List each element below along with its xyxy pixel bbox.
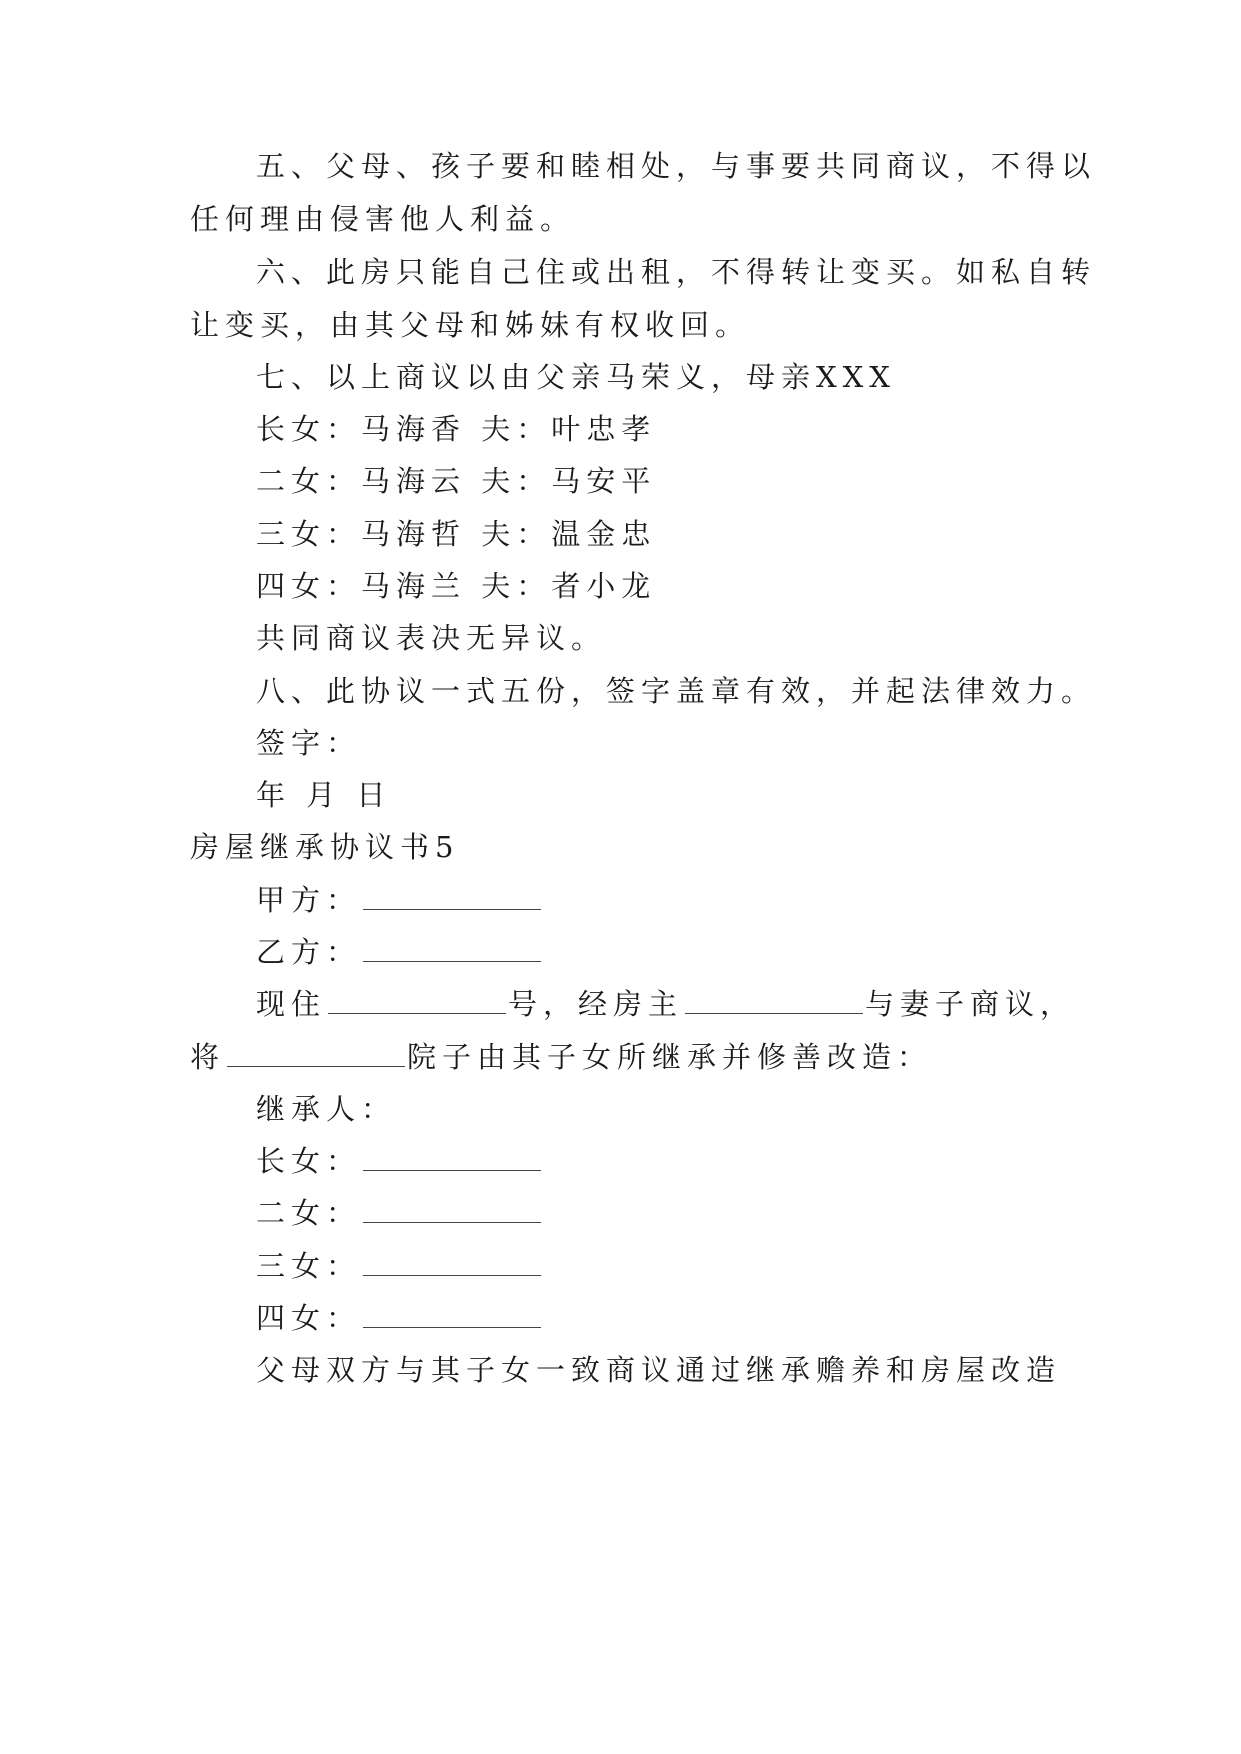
heir-third-label: 三女：: [256, 1249, 362, 1283]
address-blank: [328, 989, 506, 1014]
owner-blank: [685, 989, 863, 1014]
date-line: 年 月 日: [256, 778, 392, 812]
residence-text-3: 与妻子商议，: [865, 987, 1076, 1021]
party-b-blank: [363, 937, 541, 962]
fourth-daughter-line: 四女：马海兰 夫：者小龙: [256, 569, 657, 603]
courtyard-blank: [227, 1042, 405, 1067]
agreement-line: 共同商议表决无异议。: [256, 621, 607, 655]
heir-eldest-label: 长女：: [256, 1144, 362, 1178]
residence-text-1: 现住: [256, 987, 327, 1021]
courtyard-text-1: 将: [190, 1040, 226, 1074]
clause-5-line-2: 任何理由侵害他人利益。: [190, 202, 576, 236]
party-a-blank: [363, 885, 541, 910]
heir-eldest-blank: [363, 1146, 541, 1171]
heir-second-line: [256, 1193, 1136, 1233]
clause-6-line-2: 让变买，由其父母和姊妹有权收回。: [190, 308, 751, 342]
section-title: 房屋继承协议书5: [190, 830, 460, 864]
eldest-daughter-line: 长女：马海香 夫：叶忠孝: [256, 412, 657, 446]
heir-third-blank: [363, 1251, 541, 1276]
heir-second-blank: [363, 1198, 541, 1223]
party-b-line: [256, 932, 1136, 972]
third-daughter-line: 三女：马海哲 夫：温金忠: [256, 517, 657, 551]
heir-second-label: 二女：: [256, 1196, 362, 1230]
residence-line: [256, 984, 1136, 1024]
courtyard-line: [190, 1037, 1070, 1077]
party-a-line: [256, 880, 1136, 920]
heir-fourth-label: 四女：: [256, 1301, 362, 1335]
signature-label: 签字：: [256, 726, 362, 760]
courtyard-text-2: 院子由其子女所继承并修善改造：: [407, 1040, 933, 1074]
heirs-label: 继承人：: [256, 1092, 397, 1126]
clause-8-line: 八、此协议一式五份，签字盖章有效，并起法律效力。: [256, 674, 1097, 708]
heir-fourth-line: [256, 1298, 1136, 1338]
clause-6-line-1: 六、此房只能自己住或出租，不得转让变买。如私自转: [256, 255, 1097, 289]
party-a-label: 甲方：: [256, 883, 362, 917]
clause-7-line: 七、以上商议以由父亲马荣义，母亲XXX: [256, 360, 896, 394]
second-daughter-line: 二女：马海云 夫：马安平: [256, 464, 657, 498]
heir-third-line: [256, 1246, 1136, 1286]
clause-5-line-1: 五、父母、孩子要和睦相处，与事要共同商议，不得以: [256, 149, 1097, 183]
heir-fourth-blank: [363, 1303, 541, 1328]
party-b-label: 乙方：: [256, 935, 362, 969]
heir-eldest-line: [256, 1141, 1136, 1181]
residence-text-2: 号，经房主: [508, 987, 684, 1021]
final-paragraph-line: 父母双方与其子女一致商议通过继承赡养和房屋改造: [256, 1353, 1062, 1387]
